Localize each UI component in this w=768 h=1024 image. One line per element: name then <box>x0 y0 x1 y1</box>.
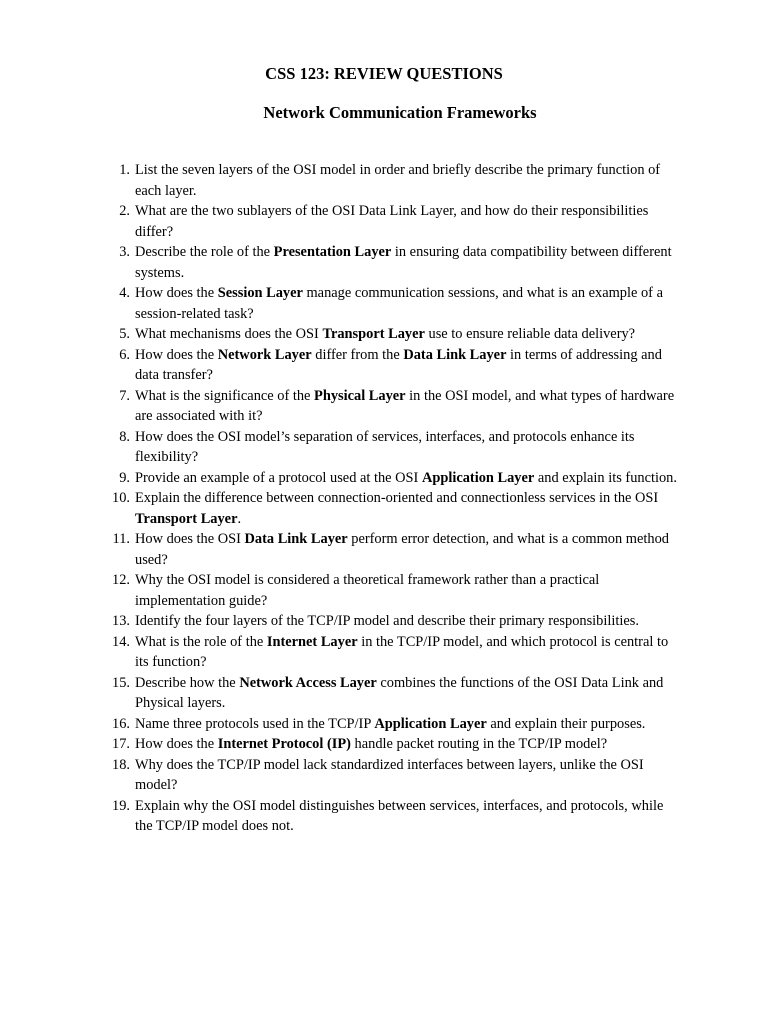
question-text-segment: List the seven layers of the OSI model in order and briefly describe the primary function of each layer. <box>135 162 661 199</box>
question-text-segment: How does the <box>135 736 218 752</box>
question-text-segment: Describe the role of the <box>135 244 274 260</box>
question-text-segment: and explain its function. <box>534 469 677 486</box>
question-bold-term: Application Layer <box>421 469 535 486</box>
question-item <box>0 755 768 796</box>
question-number: 16. <box>112 715 130 732</box>
question-number: 11. <box>112 531 130 547</box>
question-text-segment: What are the two sublayers of the OSI Data Link Layer, and how do their responsibilities differ? <box>135 203 649 240</box>
question-text <box>135 798 663 835</box>
question-item <box>0 734 768 755</box>
question-item <box>0 160 768 201</box>
document-subtitle: Network Communication Frameworks <box>263 103 537 122</box>
question-text-segment: Describe how the <box>135 674 240 691</box>
question-number: 4. <box>119 285 130 301</box>
question-number: 2. <box>119 203 130 219</box>
question-number: 14. <box>112 633 130 650</box>
question-number: 19. <box>112 797 130 814</box>
question-text <box>135 326 635 342</box>
question-item <box>0 570 768 611</box>
question-text <box>135 736 607 752</box>
question-text-segment: Why does the TCP/IP model lack standardized interfaces between layers, unlike the OSI model? <box>135 756 644 793</box>
question-text-segment: How does the <box>135 285 218 301</box>
question-number: 15. <box>112 674 130 691</box>
question-item <box>0 324 768 345</box>
question-bold-term: Transport Layer <box>135 510 238 527</box>
document-title: CSS 123: REVIEW QUESTIONS <box>265 64 503 83</box>
question-text <box>135 244 672 281</box>
question-item <box>0 796 768 837</box>
question-item <box>0 529 768 570</box>
question-text <box>135 634 668 671</box>
question-bold-term: Physical Layer <box>314 387 406 404</box>
question-number: 5. <box>119 326 130 342</box>
question-text-segment: How does the OSI model’s separation of services, interfaces, and protocols enhance its flexibility? <box>135 428 635 465</box>
question-item <box>0 488 768 529</box>
question-text <box>135 162 660 199</box>
question-text <box>135 429 635 466</box>
question-number: 18. <box>112 756 130 773</box>
question-text-segment: . <box>237 510 242 527</box>
question-text <box>135 675 663 712</box>
question-text-segment: handle packet routing in the TCP/IP model? <box>350 736 608 752</box>
question-bold-term: Application Layer <box>374 715 487 732</box>
question-bold-term: Internet Protocol (IP) <box>217 736 351 752</box>
question-number: 13. <box>112 613 130 629</box>
question-bold-term: Internet Layer <box>266 633 358 650</box>
question-text <box>135 716 645 732</box>
question-text <box>135 572 599 609</box>
question-text <box>135 388 674 425</box>
question-bold-term: Transport Layer <box>322 326 425 342</box>
question-item <box>0 714 768 735</box>
question-bold-term: Session Layer <box>217 285 303 301</box>
question-text-segment: What is the role of the <box>135 633 267 650</box>
question-number: 6. <box>119 346 130 363</box>
question-text-segment: differ from the <box>311 346 404 363</box>
question-item <box>0 386 768 427</box>
question-bold-term: Network Access Layer <box>239 674 377 691</box>
question-number: 12. <box>112 572 130 588</box>
question-text-segment: How does the OSI <box>135 531 245 547</box>
question-item <box>0 468 768 489</box>
question-text-segment: Why the OSI model is considered a theoretical framework rather than a practical implementation guide? <box>135 572 600 609</box>
question-text-segment: Explain why the OSI model distinguishes between services, interfaces, and protocols, while the TCP/IP model does not. <box>135 797 664 834</box>
question-text-segment: Provide an example of a protocol used at the OSI <box>135 469 422 486</box>
question-text <box>135 757 644 794</box>
question-text <box>135 285 663 322</box>
question-text-segment: How does the <box>135 346 218 363</box>
question-bold-term: Presentation Layer <box>273 244 392 260</box>
question-item <box>0 632 768 673</box>
question-item <box>0 283 768 324</box>
question-text-segment: and explain their purposes. <box>486 715 646 732</box>
question-text-segment: in the TCP/IP model, and which protocol is central to its function? <box>135 633 669 670</box>
question-text-segment: manage communication sessions, and what is an example of a session-related task? <box>135 285 663 322</box>
question-bold-term: Network Layer <box>217 346 312 363</box>
question-text-segment: Name three protocols used in the TCP/IP <box>135 715 375 732</box>
question-number: 8. <box>119 428 130 445</box>
question-item <box>0 201 768 242</box>
question-text-segment: Identify the four layers of the TCP/IP model and describe their primary responsibilities. <box>135 613 639 629</box>
question-text <box>135 613 639 629</box>
question-text-segment: Explain the difference between connection-oriented and connectionless services in the OSI <box>135 490 659 506</box>
question-number: 17. <box>112 736 130 752</box>
question-text <box>135 470 677 486</box>
question-item <box>0 673 768 714</box>
question-number: 7. <box>119 387 130 404</box>
question-text-segment: in the OSI model, and what types of hardware are associated with it? <box>135 387 675 424</box>
question-text <box>135 531 669 568</box>
question-bold-term: Data Link Layer <box>403 346 507 363</box>
question-number: 3. <box>119 244 130 260</box>
question-item <box>0 611 768 632</box>
question-item <box>0 427 768 468</box>
question-text-segment: in terms of addressing and data transfer? <box>135 346 662 383</box>
question-text <box>135 490 658 527</box>
question-text <box>135 203 648 240</box>
question-text <box>135 347 662 384</box>
question-item <box>0 242 768 283</box>
question-text-segment: perform error detection, and what is a common method used? <box>135 531 669 568</box>
question-text-segment: combines the functions of the OSI Data Link and Physical layers. <box>135 674 664 711</box>
question-bold-term: Data Link Layer <box>244 531 348 547</box>
question-text-segment: What mechanisms does the OSI <box>135 326 323 342</box>
question-number: 10. <box>112 490 130 506</box>
question-number: 1. <box>119 162 130 178</box>
question-number: 9. <box>119 469 130 486</box>
question-text-segment: in ensuring data compatibility between different systems. <box>135 244 672 281</box>
question-list <box>0 160 768 837</box>
question-text-segment: use to ensure reliable data delivery? <box>424 326 636 342</box>
question-item <box>0 345 768 386</box>
question-text-segment: What is the significance of the <box>135 387 315 404</box>
